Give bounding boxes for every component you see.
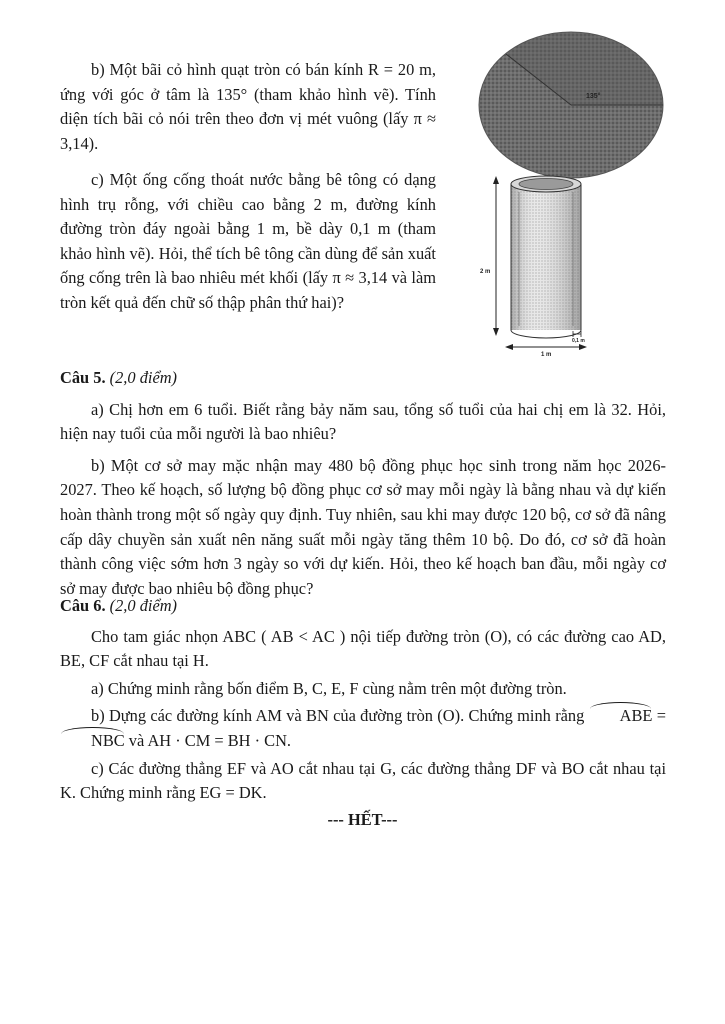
question-5b-text: b) Một cơ sở may mặc nhận may 480 bộ đồng phục học sinh trong năm học 2026-2027. Theo kế hoạch, số lượng bộ đồng phục cơ sở may mỗi ngày là bằng nhau và dự kiến hoàn thành trong một số ngày quy định. Tuy nhiên, sau khi may được 120 bộ, cơ sở đã nâng cấp dây chuyền sản xuất nên năng suất mỗi ngày tăng thêm 10 bộ. Do đó, cơ sở đã hoàn thành công việc sớm hơn 3 ngày so với dự kiến. Hỏi, theo kế hoạch ban đầu, mỗi ngày cơ sở may được bao nhiêu bộ đồng phục? — [60, 455, 666, 598]
thickness-label: 0,1 m — [572, 338, 585, 344]
hollow-cylinder-figure — [478, 170, 618, 360]
question-4c-text: c) Một ống cống thoát nước bằng bê tông có dạng hình trụ rỗng, với chiều cao bằng 2 m, đường kính đường tròn đáy ngoài bằng 1 m, bề dày 0,1 m (tham khảo hình vẽ). Hỏi, thể tích bê tông cần dùng để sản xuất ống cống trên là bao nhiêu mét khối (lấy π ≈ 3,14 và làm tròn kết quả đến chữ số thập phân thứ hai)? — [60, 170, 436, 312]
question-4c — [60, 168, 436, 316]
question-5-points: (2,0 điểm) — [109, 368, 178, 387]
question-5-title: Câu 5. — [60, 368, 106, 387]
equals-sign: = — [652, 706, 666, 726]
sector-angle-label: 135° — [586, 93, 601, 100]
question-6-heading — [60, 594, 666, 619]
question-5-heading — [60, 366, 666, 391]
question-6-intro: Cho tam giác nhọn ABC ( AB < AC ) nội tiếp đường tròn (O), có các đường cao AD, BE, CF cắt nhau tại H. — [60, 626, 666, 671]
question-6b-lead: b) Dựng các đường kính AM và BN của đường tròn (O). Chứng minh rằng — [91, 706, 585, 726]
question-5a-text: a) Chị hơn em 6 tuổi. Biết rằng bảy năm sau, tổng số tuổi của hai chị em là 32. Hỏi, hiện nay tuổi của mỗi người là bao nhiêu? — [60, 399, 666, 444]
question-5 — [60, 366, 666, 601]
end-marker: --- HẾT--- — [327, 810, 398, 829]
question-6b-tail: và AH · CM = BH · CN. — [124, 730, 292, 750]
question-6-points: (2,0 điểm) — [109, 596, 178, 615]
height-label: 2 m — [480, 269, 491, 275]
question-6a-text: a) Chứng minh rằng bốn điểm B, C, E, F cùng nằm trên một đường tròn. — [91, 678, 567, 698]
arc-nbc: NBC — [60, 729, 125, 754]
question-6c-text: c) Các đường thẳng EF và AO cắt nhau tại G, các đường thẳng DF và BO cắt nhau tại K. Chứng minh rằng EG = DK. — [60, 758, 666, 803]
question-6-title: Câu 6. — [60, 596, 106, 615]
question-6b-text — [60, 704, 666, 753]
question-4b — [60, 58, 436, 156]
diameter-label: 1 m — [541, 352, 552, 358]
arc-abe: ABE — [589, 704, 653, 729]
question-4b-text: b) Một bãi cỏ hình quạt tròn có bán kính R = 20 m, ứng với góc ở tâm là 135° (tham khảo hình vẽ). Tính diện tích bãi cỏ nói trên theo đơn vị mét vuông (lấy π ≈ 3,14). — [60, 60, 436, 153]
grass-sector-figure — [476, 30, 666, 180]
question-6 — [60, 594, 666, 806]
